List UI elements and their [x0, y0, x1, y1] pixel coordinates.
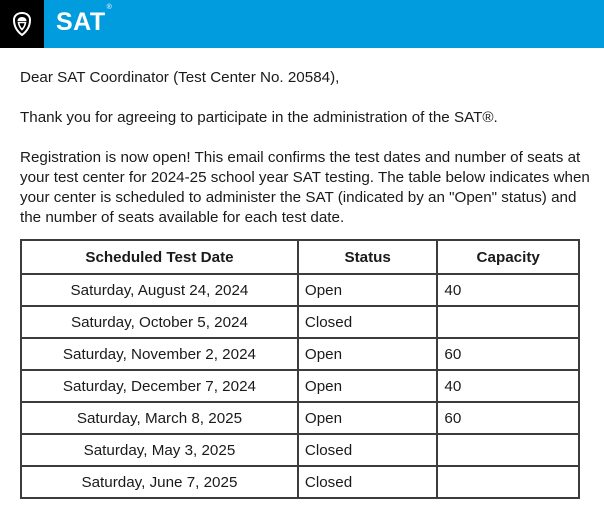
status-cell: Open [298, 338, 438, 370]
registration-paragraph: Registration is now open! This email confirms the test dates and number of seats at your test center for 2024-25 school year SAT testing. The table below indicates when your center is scheduled to administer the SAT (indicated by an "Open" status) and the number of seats available for each test date. [20, 149, 590, 226]
sat-brand-title [56, 3, 113, 37]
test-date-cell: Saturday, May 3, 2025 [21, 434, 298, 466]
greeting-text: Dear SAT Coordinator (Test Center No. 20584), [20, 69, 340, 86]
column-header-capacity: Capacity [437, 240, 579, 274]
column-header-date: Scheduled Test Date [21, 240, 298, 274]
thank-you-paragraph: Thank you for agreeing to participate in the administration of the SAT®. [20, 109, 498, 126]
status-cell: Open [298, 402, 438, 434]
table-row [21, 338, 579, 370]
test-date-cell: Saturday, March 8, 2025 [21, 402, 298, 434]
capacity-cell: 40 [437, 370, 579, 402]
test-date-cell: Saturday, August 24, 2024 [21, 274, 298, 306]
test-dates-table [20, 239, 580, 499]
email-body [20, 68, 590, 248]
column-header-status: Status [298, 240, 438, 274]
status-cell: Open [298, 370, 438, 402]
capacity-cell: 40 [437, 274, 579, 306]
table-row [21, 434, 579, 466]
status-cell: Closed [298, 466, 438, 498]
table-row [21, 402, 579, 434]
college-board-logo [0, 0, 44, 48]
test-date-cell: Saturday, June 7, 2025 [21, 466, 298, 498]
capacity-cell [437, 466, 579, 498]
table-row [21, 274, 579, 306]
status-cell: Open [298, 274, 438, 306]
email-header-banner [0, 0, 604, 48]
brand-text: SAT [56, 8, 106, 36]
table-row [21, 466, 579, 498]
registered-mark: ® [106, 3, 113, 11]
status-cell: Closed [298, 306, 438, 338]
capacity-cell: 60 [437, 338, 579, 370]
status-cell: Closed [298, 434, 438, 466]
capacity-cell: 60 [437, 402, 579, 434]
test-date-cell: Saturday, December 7, 2024 [21, 370, 298, 402]
acorn-shield-icon [12, 12, 32, 36]
table-row [21, 370, 579, 402]
test-date-cell: Saturday, November 2, 2024 [21, 338, 298, 370]
test-date-cell: Saturday, October 5, 2024 [21, 306, 298, 338]
table-row [21, 306, 579, 338]
table-header-row [21, 240, 579, 274]
capacity-cell [437, 306, 579, 338]
capacity-cell [437, 434, 579, 466]
